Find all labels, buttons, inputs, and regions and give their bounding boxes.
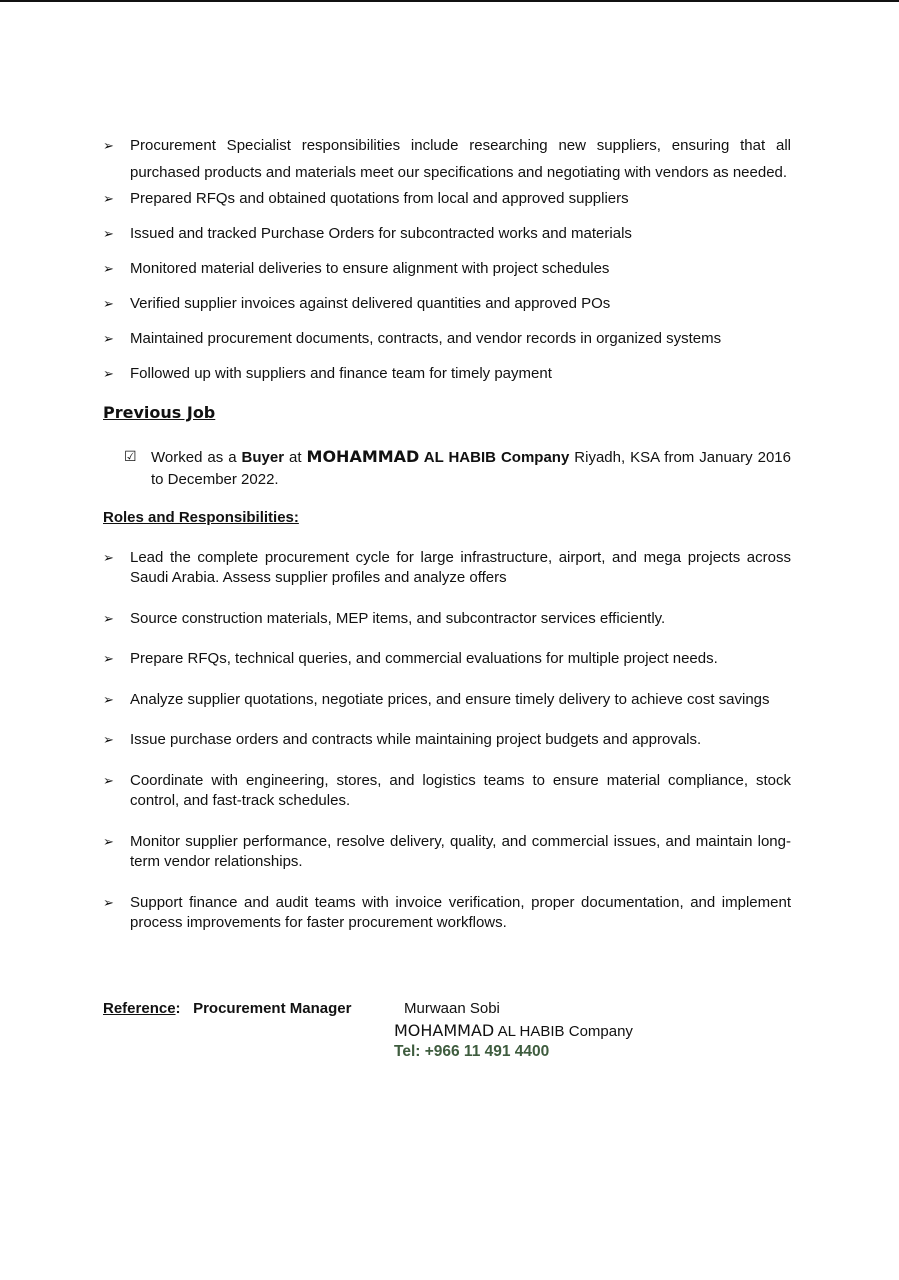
arrow-bullet-icon: ➢ xyxy=(103,296,114,311)
list-item-text: Maintained procurement documents, contracts, and vendor records in organized systems xyxy=(130,330,722,347)
list-item-text: Lead the complete procurement cycle for large infrastructure, airport, and mega projects across Saudi Arabia. Assess supplier profiles and analyze offers xyxy=(130,548,791,586)
top-border-line xyxy=(0,0,899,2)
roles-list xyxy=(103,548,791,934)
list-item xyxy=(103,771,791,812)
list-item xyxy=(103,730,791,751)
list-item-text: Coordinate with engineering, stores, and logistics teams to ensure material compliance, stock control, and fast-track schedules. xyxy=(130,771,791,809)
previous-job-entry xyxy=(124,446,791,491)
list-item xyxy=(103,186,791,213)
arrow-bullet-icon: ➢ xyxy=(103,833,114,849)
arrow-bullet-icon: ➢ xyxy=(103,331,114,346)
reference-title: Procurement Manager xyxy=(193,1000,352,1017)
arrow-bullet-icon: ➢ xyxy=(103,261,114,276)
resume-page-body xyxy=(103,133,791,954)
list-item-text: Monitor supplier performance, resolve delivery, quality, and commercial issues, and maintain long-term vendor relationships. xyxy=(130,832,791,870)
arrow-bullet-icon: ➢ xyxy=(103,191,114,206)
arrow-bullet-icon: ➢ xyxy=(103,894,114,910)
list-item-text: Procurement Specialist responsibilities include researching new suppliers, ensuring that all purchased products and materials meet our specifications and negotiating with vendors as needed. xyxy=(130,137,791,181)
list-item xyxy=(103,326,791,353)
list-item xyxy=(103,548,791,589)
list-item-text: Prepared RFQs and obtained quotations from local and approved suppliers xyxy=(130,190,629,207)
list-item xyxy=(103,133,791,186)
company-name-caps: MOHAMMAD xyxy=(306,446,420,466)
list-item-text: Followed up with suppliers and finance team for timely payment xyxy=(130,365,552,382)
arrow-bullet-icon: ➢ xyxy=(103,732,114,747)
arrow-bullet-icon: ➢ xyxy=(103,366,114,381)
list-item xyxy=(103,609,791,630)
list-item xyxy=(103,832,791,873)
list-item xyxy=(103,690,791,711)
list-item xyxy=(103,256,791,283)
reference-name: Murwaan Sobi xyxy=(404,1000,500,1017)
arrow-bullet-icon: ➢ xyxy=(103,651,114,666)
list-item-text: Source construction materials, MEP items, and subcontractor services efficiently. xyxy=(130,609,666,627)
reference-colon: : xyxy=(175,1000,181,1017)
list-item xyxy=(103,361,791,388)
previous-job-text: Worked as a Buyer at MOHAMMAD AL HABIB Company Riyadh, KSA from January 2016 to December 2022. xyxy=(151,446,791,488)
list-item xyxy=(103,649,791,670)
reference-label: Reference xyxy=(103,1000,176,1017)
arrow-bullet-icon: ➢ xyxy=(103,549,114,565)
arrow-bullet-icon: ➢ xyxy=(103,610,114,626)
list-item-text: Prepare RFQs, technical queries, and commercial evaluations for multiple project needs. xyxy=(130,650,718,667)
roles-heading: Roles and Responsibilities: xyxy=(103,508,299,526)
job-role: Buyer xyxy=(241,448,285,466)
list-item xyxy=(103,291,791,318)
arrow-bullet-icon: ➢ xyxy=(103,138,114,153)
previous-job-heading: Previous Job xyxy=(103,402,216,422)
arrow-bullet-icon: ➢ xyxy=(103,691,114,707)
list-item-text: Issue purchase orders and contracts while maintaining project budgets and approvals. xyxy=(130,731,702,748)
arrow-bullet-icon: ➢ xyxy=(103,772,114,788)
company-name-rest: AL HABIB Company xyxy=(419,448,570,466)
checkbox-icon: ☑ xyxy=(124,448,137,465)
list-item-text: Analyze supplier quotations, negotiate prices, and ensure timely delivery to achieve cost savings xyxy=(130,690,770,708)
reference-company: MOHAMMAD AL HABIB Company xyxy=(394,1021,633,1040)
current-duties-list xyxy=(103,133,791,388)
list-item-text: Verified supplier invoices against delivered quantities and approved POs xyxy=(130,295,611,312)
list-item-text: Monitored material deliveries to ensure alignment with project schedules xyxy=(130,260,610,277)
reference-phone: Tel: +966 11 491 4400 xyxy=(394,1043,550,1060)
reference-line xyxy=(103,998,351,1019)
list-item-text: Issued and tracked Purchase Orders for subcontracted works and materials xyxy=(130,225,632,242)
arrow-bullet-icon: ➢ xyxy=(103,226,114,241)
list-item xyxy=(103,893,791,934)
list-item-text: Support finance and audit teams with invoice verification, proper documentation, and implement process improvements for faster procurement workflows. xyxy=(130,893,791,931)
list-item xyxy=(103,221,791,248)
